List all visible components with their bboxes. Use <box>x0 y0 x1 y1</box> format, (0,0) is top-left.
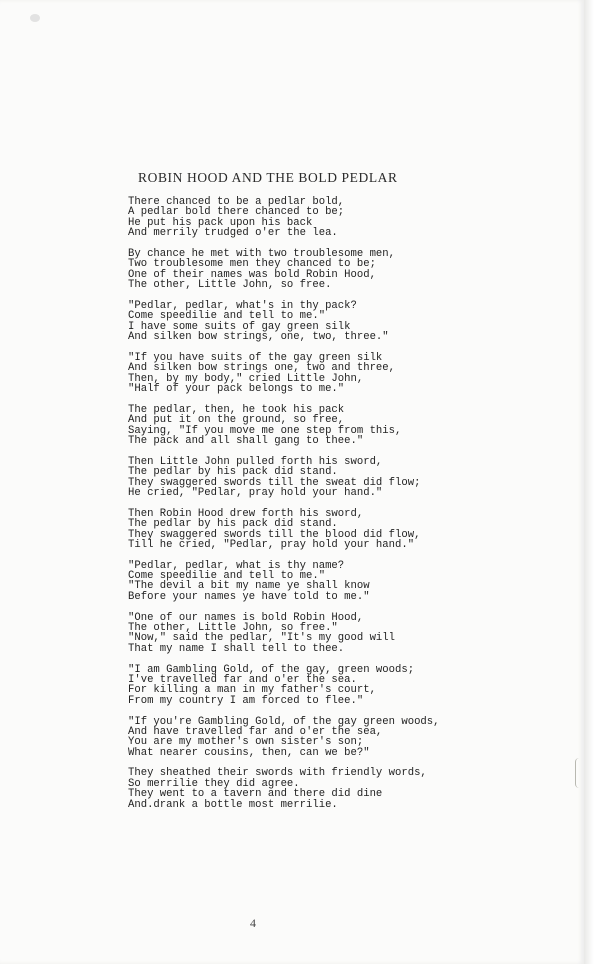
poem-line: They sheathed their swords with friendly words, <box>128 767 427 780</box>
poem-line: A pedlar bold there chanced to be; <box>128 206 345 219</box>
poem-line: For killing a man in my father's court, <box>128 684 376 697</box>
poem-line: He cried, "Pedlar, pray hold your hand." <box>128 486 383 499</box>
stanza <box>128 301 568 343</box>
poem-line: "Pedlar, pedlar, what's in thy pack? <box>128 299 357 312</box>
page-edge <box>584 0 600 964</box>
page-number: 4 <box>250 916 256 930</box>
poem-line: The other, Little John, so free. <box>128 279 332 292</box>
poem-line: And silken bow strings, one, two, three." <box>128 331 389 344</box>
poem-line: From my country I am forced to flee." <box>128 694 364 707</box>
poem-line: The pedlar by his pack did stand. <box>128 518 338 531</box>
stanza <box>128 353 568 395</box>
paper-smudge <box>30 14 40 22</box>
poem-line: Before your names ye have told to me." <box>128 590 370 603</box>
poem-line: And silken bow strings one, two and three, <box>128 362 396 375</box>
poem-line: I have some suits of gay green silk <box>128 320 351 333</box>
poem-line: That my name I shall tell to thee. <box>128 642 345 655</box>
stanza <box>128 405 568 447</box>
poem-line: The pedlar by his pack did stand. <box>128 466 338 479</box>
poem-line: "Half of your pack belongs to me." <box>128 383 345 396</box>
poem-line: What nearer cousins, then, can we be?" <box>128 746 370 759</box>
poem-body <box>128 197 568 820</box>
poem-line: "If you have suits of the gay green silk <box>128 351 383 364</box>
poem-line: They went to a tavern and there did dine <box>128 788 383 801</box>
poem-line: They swaggered swords till the sweat did flow; <box>128 476 421 489</box>
poem-line: He put his pack upon his back <box>128 216 313 229</box>
stanza <box>128 717 568 759</box>
poem-line: There chanced to be a pedlar bold, <box>128 196 345 208</box>
poem-line: Then Little John pulled forth his sword, <box>128 455 383 468</box>
stanza <box>128 613 568 655</box>
margin-mark <box>575 758 582 788</box>
poem-line: You are my mother's own sister's son; <box>128 736 364 749</box>
poem-line: The pack and all shall gang to thee." <box>128 434 364 447</box>
poem-line: Come speedilie and tell to me." <box>128 570 326 583</box>
stanza <box>128 457 568 499</box>
stanza <box>128 197 568 239</box>
poem-line: "One of our names is bold Robin Hood, <box>128 611 364 624</box>
stanza <box>128 665 568 707</box>
poem-line: "I am Gambling Gold, of the gay, green woods; <box>128 663 415 676</box>
poem-line: They swaggered swords till the blood did flow, <box>128 528 421 541</box>
poem-line: By chance he met with two troublesome men, <box>128 247 396 260</box>
poem-line: Then, by my body," cried Little John, <box>128 372 364 385</box>
poem-line: Saying, "If you move me one step from this, <box>128 424 402 437</box>
poem-line: And.drank a bottle most merrilie. <box>128 798 338 811</box>
poem-line: "If you're Gambling Gold, of the gay green woods, <box>128 715 440 728</box>
poem-line: And put it on the ground, so free, <box>128 414 345 427</box>
stanza <box>128 249 568 291</box>
poem-line: The other, Little John, so free." <box>128 622 338 635</box>
poem-line: Till he cried, "Pedlar, pray hold your hand." <box>128 538 415 551</box>
poem-line: One of their names was bold Robin Hood, <box>128 268 376 281</box>
poem-line: "Pedlar, pedlar, what is thy name? <box>128 559 345 572</box>
poem-line: I've travelled far and o'er the sea. <box>128 673 357 686</box>
stanza <box>128 561 568 603</box>
poem-line: Two troublesome men they chanced to be; <box>128 258 376 271</box>
poem-line: The pedlar, then, he took his pack <box>128 403 345 416</box>
poem-line: So merrilie they did agree. <box>128 777 300 790</box>
poem-line: And have travelled far and o'er the sea, <box>128 725 383 738</box>
poem-line: And merrily trudged o'er the lea. <box>128 227 338 240</box>
poem-line: Then Robin Hood drew forth his sword, <box>128 507 364 520</box>
poem-line: "The devil a bit my name ye shall know <box>128 580 370 593</box>
stanza <box>128 509 568 551</box>
poem-title: ROBIN HOOD AND THE BOLD PEDLAR <box>138 170 398 185</box>
stanza <box>128 768 568 810</box>
poem-line: Come speedilie and tell to me." <box>128 310 326 323</box>
poem-line: "Now," said the pedlar, "It's my good will <box>128 632 396 645</box>
